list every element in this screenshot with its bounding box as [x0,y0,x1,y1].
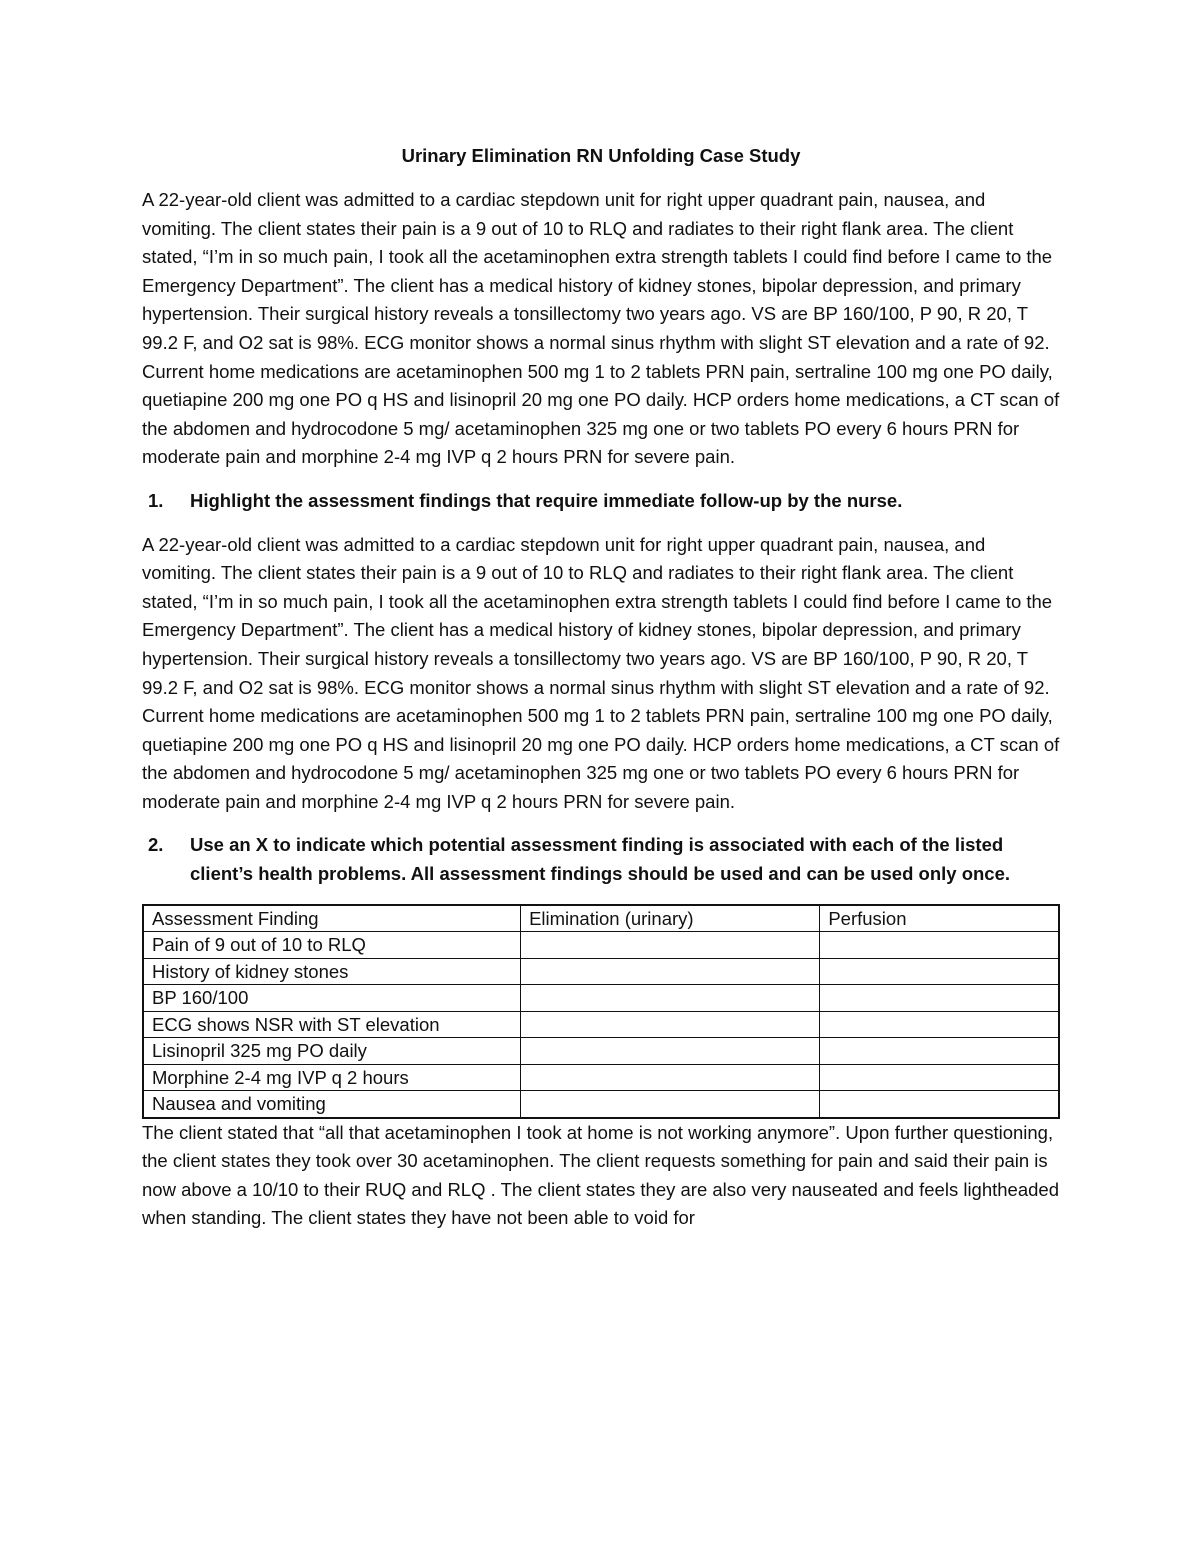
table-row [143,985,1059,1012]
table-row [143,958,1059,985]
assessment-table [142,904,1060,1119]
followup-paragraph: The client stated that “all that acetaminophen I took at home is not working anymore”. Upon further questioning, the client states they took over 30 acetaminophen. The client requests something for pain and said their pain is now above a 10/10 to their RUQ and RLQ . The client states they are also very nauseated and feels lightheaded when standing. The client states they have not been able to void for [142,1121,1060,1229]
perfusion-cell[interactable] [820,1064,1059,1091]
finding-cell: History of kidney stones [143,958,521,985]
elimination-cell[interactable] [521,1038,820,1065]
question-2-number: 2. [148,834,164,856]
elimination-cell[interactable] [521,932,820,959]
perfusion-cell[interactable] [820,1038,1059,1065]
question-2 [142,831,1060,888]
question-1-text: Highlight the assessment findings that require immediate follow-up by the nurse. [190,489,903,511]
perfusion-cell[interactable] [820,1091,1059,1118]
elimination-cell[interactable] [521,1011,820,1038]
question-1 [142,487,1060,516]
header-perfusion: Perfusion [820,905,1059,932]
perfusion-cell[interactable] [820,985,1059,1012]
elimination-cell[interactable] [521,1091,820,1118]
question-2-text: Use an X to indicate which potential assessment finding is associated with each of the listed client’s health problems. All assessment findings should be used and can be used only once. [190,834,1011,885]
finding-cell: Lisinopril 325 mg PO daily [143,1038,521,1065]
perfusion-cell[interactable] [820,1011,1059,1038]
table-row [143,1038,1059,1065]
elimination-cell[interactable] [521,985,820,1012]
table-header-row [143,905,1059,932]
finding-cell: ECG shows NSR with ST elevation [143,1011,521,1038]
question-1-number: 1. [148,489,164,511]
document-page [142,142,1060,1248]
perfusion-cell[interactable] [820,958,1059,985]
table-row [143,1011,1059,1038]
finding-cell: Nausea and vomiting [143,1091,521,1118]
finding-cell: Pain of 9 out of 10 to RLQ [143,932,521,959]
case-paragraph-repeat[interactable]: A 22-year-old client was admitted to a cardiac stepdown unit for right upper quadrant pain, nausea, and vomiting. The client states their pain is a 9 out of 10 to RLQ and radiates to their right flank area. The client stated, “I’m in so much pain, I took all the acetaminophen extra strength tablets I could find before I came to the Emergency Department”. The client has a medical history of kidney stones, bipolar depression, and primary hypertension. Their surgical history reveals a tonsillectomy two years ago. VS are BP 160/100, P 90, R 20, T 99.2 F, and O2 sat is 98%. ECG monitor shows a normal sinus rhythm with slight ST elevation and a rate of 92. Current home medications are acetaminophen 500 mg 1 to 2 tablets PRN pain, sertraline 100 mg one PO daily, quetiapine 200 mg one PO q HS and lisinopril 20 mg one PO daily. HCP orders home medications, a CT scan of the abdomen and hydrocodone 5 mg/ acetaminophen 325 mg one or two tablets PO every 6 hours PRN for moderate pain and morphine 2-4 mg IVP q 2 hours PRN for severe pain. [142,533,1060,812]
table-row [143,932,1059,959]
table-row [143,1064,1059,1091]
finding-cell: BP 160/100 [143,985,521,1012]
header-assessment-finding: Assessment Finding [143,905,521,932]
elimination-cell[interactable] [521,958,820,985]
elimination-cell[interactable] [521,1064,820,1091]
finding-cell: Morphine 2-4 mg IVP q 2 hours [143,1064,521,1091]
table-row [143,1091,1059,1118]
case-paragraph: A 22-year-old client was admitted to a cardiac stepdown unit for right upper quadrant pain, nausea, and vomiting. The client states their pain is a 9 out of 10 to RLQ and radiates to their right flank area. The client stated, “I’m in so much pain, I took all the acetaminophen extra strength tablets I could find before I came to the Emergency Department”. The client has a medical history of kidney stones, bipolar depression, and primary hypertension. Their surgical history reveals a tonsillectomy two years ago. VS are BP 160/100, P 90, R 20, T 99.2 F, and O2 sat is 98%. ECG monitor shows a normal sinus rhythm with slight ST elevation and a rate of 92. Current home medications are acetaminophen 500 mg 1 to 2 tablets PRN pain, sertraline 100 mg one PO daily, quetiapine 200 mg one PO q HS and lisinopril 20 mg one PO daily. HCP orders home medications, a CT scan of the abdomen and hydrocodone 5 mg/ acetaminophen 325 mg one or two tablets PO every 6 hours PRN for moderate pain and morphine 2-4 mg IVP q 2 hours PRN for severe pain. [142,189,1060,468]
perfusion-cell[interactable] [820,932,1059,959]
document-title: Urinary Elimination RN Unfolding Case Study [401,145,801,166]
header-elimination: Elimination (urinary) [521,905,820,932]
